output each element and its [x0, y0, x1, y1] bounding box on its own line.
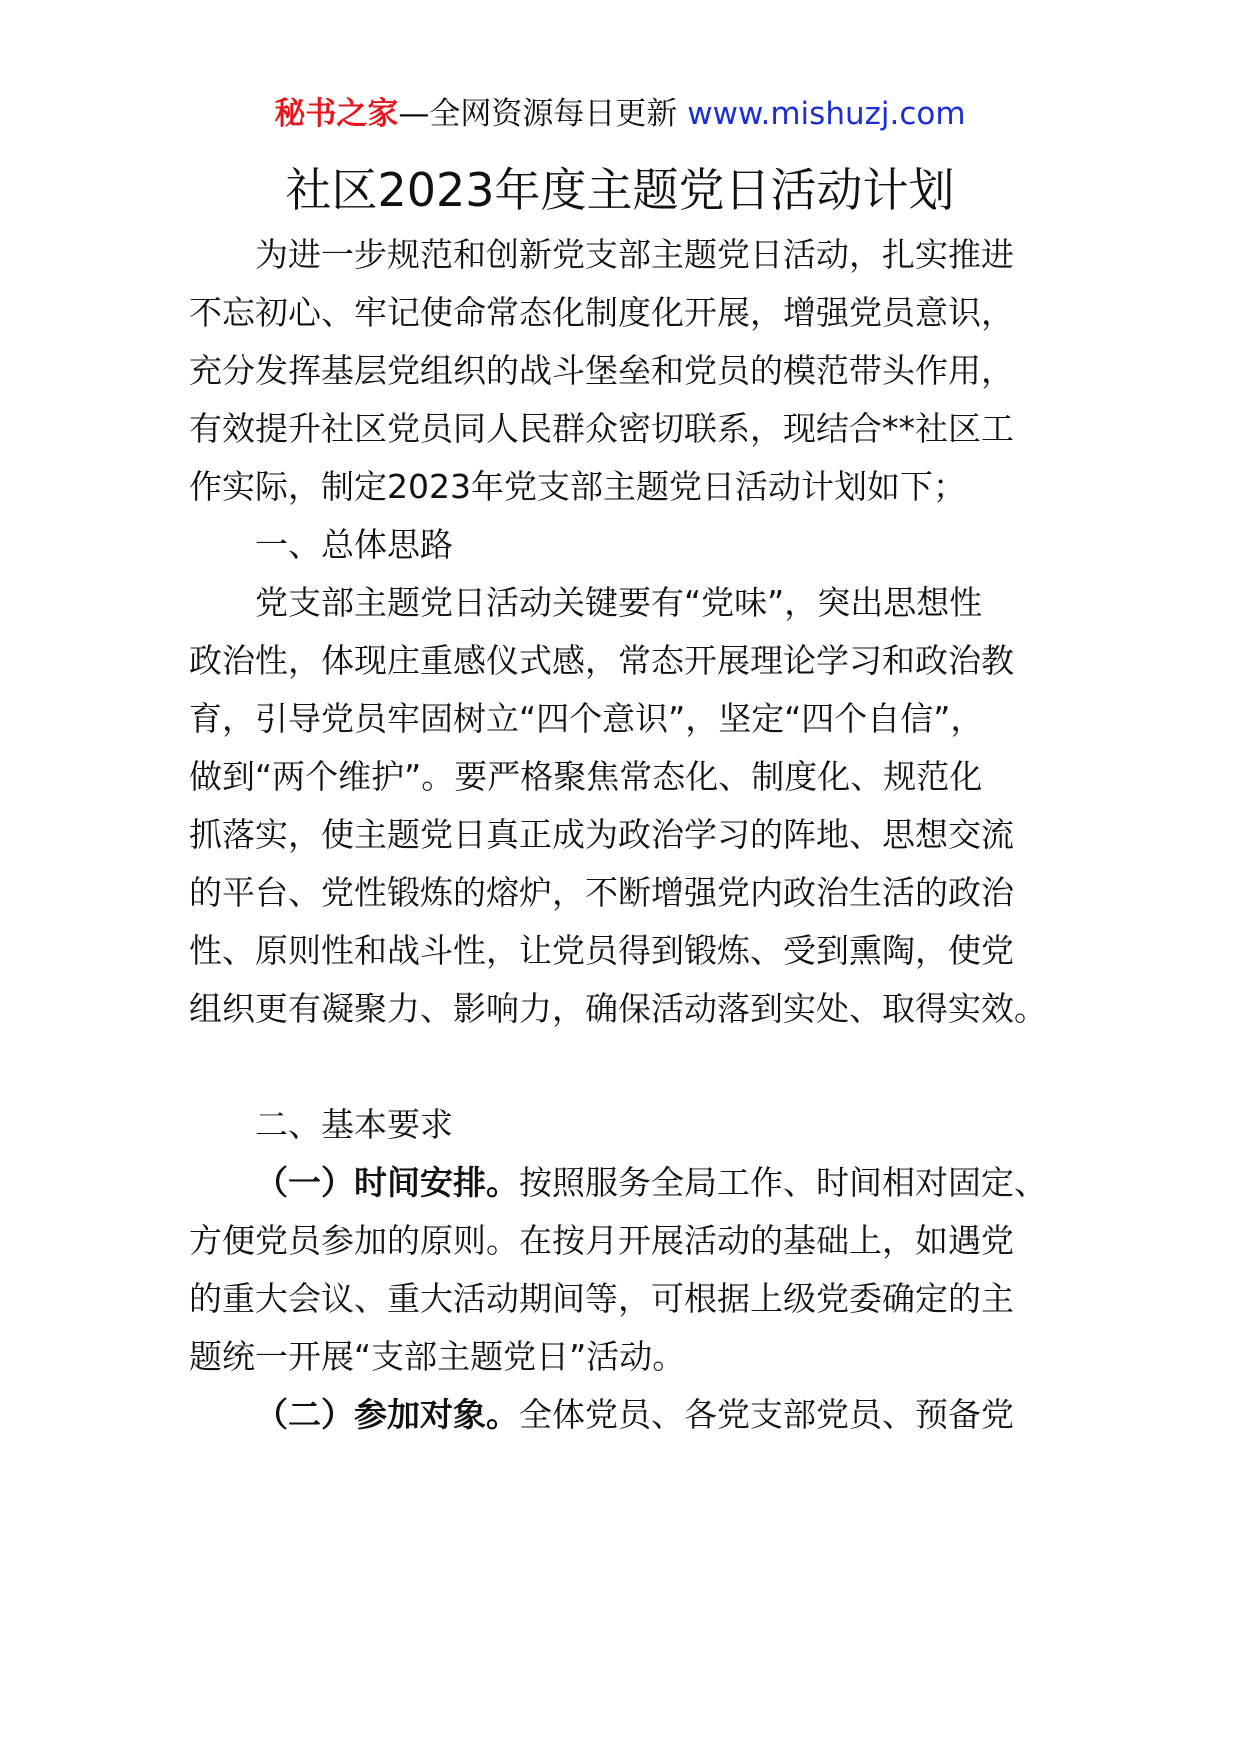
paragraph-line: 性、原则性和战斗性，让党员得到锻炼、受到熏陶，使党	[189, 931, 1014, 970]
site-brand: 秘书之家	[274, 96, 399, 132]
paragraph-line: 的重大会议、重大活动期间等，可根据上级党委确定的主	[189, 1279, 1014, 1318]
subsection-participants	[255, 1393, 1014, 1437]
site-url-link[interactable]: www.mishuzj.com	[687, 96, 966, 132]
site-tagline: —全网资源每日更新	[398, 96, 678, 132]
paragraph-line: 充分发挥基层党组织的战斗堡垒和党员的模范带头作用，	[189, 351, 1014, 390]
paragraph-line: 不忘初心、牢记使命常态化制度化开展，增强党员意识，	[189, 293, 1014, 332]
section-heading-1: 一、总体思路	[255, 525, 453, 564]
paragraph-line: 育，引导党员牢固树立“四个意识”，坚定“四个自信”，	[189, 699, 984, 738]
paragraph-line: 党支部主题党日活动关键要有“党味”，突出思想性	[255, 583, 983, 622]
subsection-participants-text: 全体党员、各党支部党员、预备党	[519, 1395, 1014, 1434]
section-heading-2: 二、基本要求	[255, 1105, 453, 1144]
paragraph-line: 作实际，制定2023年党支部主题党日活动计划如下；	[189, 467, 966, 506]
subsection-time-lead: （一）时间安排。	[255, 1163, 519, 1202]
paragraph-line: 抓落实，使主题党日真正成为政治学习的阵地、思想交流	[189, 815, 1014, 854]
subsection-time	[255, 1161, 1047, 1205]
subsection-time-text: 按照服务全局工作、时间相对固定、	[519, 1163, 1047, 1202]
paragraph-line: 组织更有凝聚力、影响力，确保活动落到实处、取得实效。	[189, 989, 1047, 1028]
paragraph-line: 有效提升社区党员同人民群众密切联系，现结合**社区工	[189, 409, 1014, 448]
site-header	[0, 94, 1240, 134]
paragraph-line: 做到“两个维护”。要严格聚焦常态化、制度化、规范化	[189, 757, 983, 796]
paragraph-line: 政治性，体现庄重感仪式感，常态开展理论学习和政治教	[189, 641, 1014, 680]
paragraph-line: 方便党员参加的原则。在按月开展活动的基础上，如遇党	[189, 1221, 1014, 1260]
subsection-participants-lead: （二）参加对象。	[255, 1395, 519, 1434]
paragraph-line: 的平台、党性锻炼的熔炉，不断增强党内政治生活的政治	[189, 873, 1014, 912]
document-title: 社区2023年度主题党日活动计划	[285, 163, 955, 217]
paragraph-line: 题统一开展“支部主题党日”活动。	[189, 1337, 686, 1376]
paragraph-line: 为进一步规范和创新党支部主题党日活动，扎实推进	[255, 235, 1014, 274]
